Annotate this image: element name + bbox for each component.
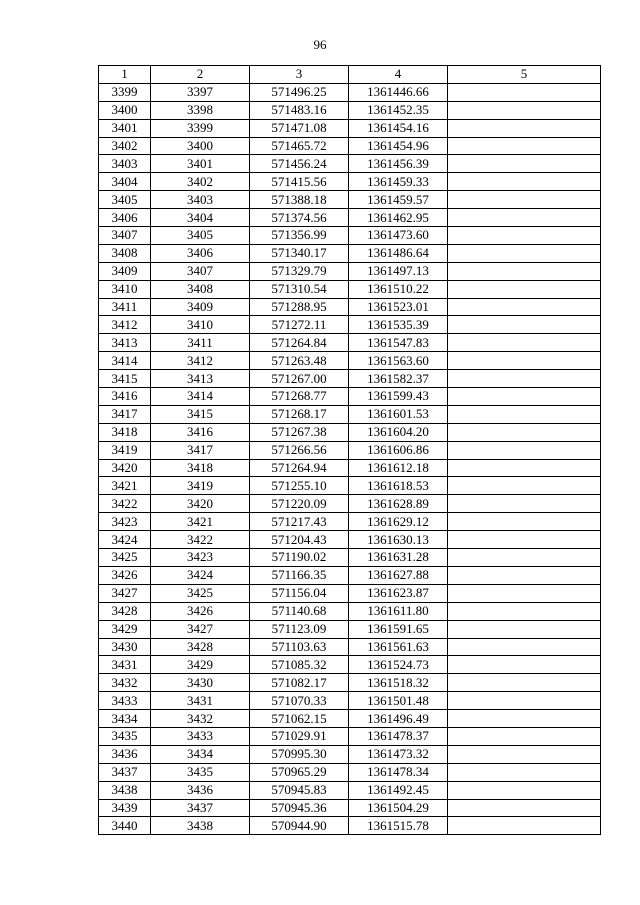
table-cell-col-1: 3427	[99, 584, 151, 602]
table-cell-col-5	[448, 280, 601, 298]
coordinates-table	[98, 65, 601, 835]
table-cell-col-2: 3422	[151, 531, 250, 549]
table-row	[99, 620, 601, 638]
table-cell-col-3: 571266.56	[250, 441, 349, 459]
table-cell-col-5	[448, 710, 601, 728]
table-cell-col-4: 1361631.28	[349, 549, 448, 567]
table-cell-col-2: 3432	[151, 710, 250, 728]
table-cell-col-1: 3413	[99, 334, 151, 352]
table-cell-col-2: 3399	[151, 119, 250, 137]
table-cell-col-1: 3430	[99, 638, 151, 656]
table-cell-col-5	[448, 405, 601, 423]
table-cell-col-5	[448, 531, 601, 549]
table-cell-col-5	[448, 799, 601, 817]
table-cell-col-4: 1361459.57	[349, 191, 448, 209]
table-cell-col-4: 1361563.60	[349, 352, 448, 370]
table-cell-col-2: 3433	[151, 727, 250, 745]
table-cell-col-3: 571166.35	[250, 566, 349, 584]
table-cell-col-1: 3402	[99, 137, 151, 155]
table-cell-col-5	[448, 566, 601, 584]
table-cell-col-3: 571388.18	[250, 191, 349, 209]
table-cell-col-1: 3440	[99, 817, 151, 835]
table-cell-col-1: 3437	[99, 763, 151, 781]
table-cell-col-3: 571217.43	[250, 513, 349, 531]
table-cell-col-1: 3409	[99, 262, 151, 280]
table-row	[99, 584, 601, 602]
table-cell-col-5	[448, 513, 601, 531]
table-cell-col-3: 571415.56	[250, 173, 349, 191]
table-cell-col-3: 571483.16	[250, 101, 349, 119]
table-cell-col-1: 3429	[99, 620, 151, 638]
table-cell-col-2: 3408	[151, 280, 250, 298]
table-row	[99, 298, 601, 316]
table-cell-col-4: 1361524.73	[349, 656, 448, 674]
table-cell-col-2: 3427	[151, 620, 250, 638]
table-cell-col-3: 571140.68	[250, 602, 349, 620]
table-cell-col-5	[448, 83, 601, 101]
table-cell-col-3: 571310.54	[250, 280, 349, 298]
table-cell-col-1: 3431	[99, 656, 151, 674]
table-cell-col-4: 1361497.13	[349, 262, 448, 280]
table-row	[99, 405, 601, 423]
table-cell-col-4: 1361629.12	[349, 513, 448, 531]
table-cell-col-3: 571085.32	[250, 656, 349, 674]
table-cell-col-2: 3420	[151, 495, 250, 513]
table-cell-col-5	[448, 692, 601, 710]
table-cell-col-3: 571190.02	[250, 549, 349, 567]
table-cell-col-2: 3425	[151, 584, 250, 602]
table-row	[99, 334, 601, 352]
table-row	[99, 316, 601, 334]
table-cell-col-3: 571070.33	[250, 692, 349, 710]
table-cell-col-3: 571267.00	[250, 370, 349, 388]
table-cell-col-4: 1361627.88	[349, 566, 448, 584]
table-cell-col-5	[448, 763, 601, 781]
table-cell-col-4: 1361523.01	[349, 298, 448, 316]
table-cell-col-3: 571465.72	[250, 137, 349, 155]
table-row	[99, 763, 601, 781]
table-row	[99, 799, 601, 817]
table-cell-col-2: 3411	[151, 334, 250, 352]
table-cell-col-5	[448, 227, 601, 245]
table-cell-col-3: 571329.79	[250, 262, 349, 280]
table-cell-col-5	[448, 137, 601, 155]
table-cell-col-1: 3400	[99, 101, 151, 119]
table-cell-col-4: 1361518.32	[349, 674, 448, 692]
table-cell-col-5	[448, 584, 601, 602]
table-cell-col-4: 1361591.65	[349, 620, 448, 638]
table-cell-col-5	[448, 638, 601, 656]
table-cell-col-1: 3428	[99, 602, 151, 620]
table-cell-col-3: 571255.10	[250, 477, 349, 495]
table-cell-col-4: 1361630.13	[349, 531, 448, 549]
table-cell-col-1: 3433	[99, 692, 151, 710]
table-cell-col-3: 570995.30	[250, 745, 349, 763]
table-cell-col-5	[448, 316, 601, 334]
table-row	[99, 101, 601, 119]
table-row	[99, 388, 601, 406]
table-cell-col-3: 571268.77	[250, 388, 349, 406]
table-cell-col-3: 571267.38	[250, 423, 349, 441]
table-row	[99, 262, 601, 280]
table-cell-col-4: 1361510.22	[349, 280, 448, 298]
table-cell-col-1: 3407	[99, 227, 151, 245]
table-cell-col-5	[448, 298, 601, 316]
table-cell-col-1: 3432	[99, 674, 151, 692]
table-cell-col-3: 571456.24	[250, 155, 349, 173]
table-row	[99, 745, 601, 763]
table-cell-col-5	[448, 244, 601, 262]
table-cell-col-2: 3424	[151, 566, 250, 584]
table-cell-col-2: 3417	[151, 441, 250, 459]
table-cell-col-3: 571123.09	[250, 620, 349, 638]
table-cell-col-3: 571471.08	[250, 119, 349, 137]
table-row	[99, 191, 601, 209]
table-cell-col-4: 1361504.29	[349, 799, 448, 817]
table-cell-col-4: 1361478.34	[349, 763, 448, 781]
table-cell-col-5	[448, 370, 601, 388]
table-cell-col-4: 1361496.49	[349, 710, 448, 728]
table-cell-col-4: 1361473.60	[349, 227, 448, 245]
table-cell-col-2: 3435	[151, 763, 250, 781]
table-cell-col-2: 3403	[151, 191, 250, 209]
table-cell-col-2: 3429	[151, 656, 250, 674]
table-cell-col-3: 571204.43	[250, 531, 349, 549]
table-cell-col-1: 3417	[99, 405, 151, 423]
page-number: 96	[313, 37, 327, 52]
column-header-3: 3	[250, 66, 349, 84]
table-cell-col-1: 3439	[99, 799, 151, 817]
table-cell-col-4: 1361611.80	[349, 602, 448, 620]
table-cell-col-2: 3418	[151, 459, 250, 477]
table-cell-col-3: 570965.29	[250, 763, 349, 781]
table-cell-col-5	[448, 620, 601, 638]
table-cell-col-4: 1361501.48	[349, 692, 448, 710]
table-cell-col-3: 571496.25	[250, 83, 349, 101]
table-cell-col-1: 3416	[99, 388, 151, 406]
table-row	[99, 137, 601, 155]
table-row	[99, 531, 601, 549]
table-row	[99, 781, 601, 799]
table-cell-col-2: 3421	[151, 513, 250, 531]
table-cell-col-4: 1361473.32	[349, 745, 448, 763]
table-row	[99, 495, 601, 513]
table-cell-col-2: 3438	[151, 817, 250, 835]
table-cell-col-5	[448, 388, 601, 406]
table-cell-col-5	[448, 209, 601, 227]
table-cell-col-1: 3418	[99, 423, 151, 441]
table-header	[99, 66, 601, 84]
table-cell-col-5	[448, 602, 601, 620]
table-row	[99, 280, 601, 298]
column-header-2: 2	[151, 66, 250, 84]
table-cell-col-3: 571156.04	[250, 584, 349, 602]
table-cell-col-2: 3397	[151, 83, 250, 101]
table-cell-col-4: 1361623.87	[349, 584, 448, 602]
table-cell-col-1: 3414	[99, 352, 151, 370]
table-cell-col-3: 571263.48	[250, 352, 349, 370]
table-row	[99, 441, 601, 459]
table-cell-col-3: 571220.09	[250, 495, 349, 513]
table-row	[99, 602, 601, 620]
table-cell-col-5	[448, 191, 601, 209]
table-row	[99, 459, 601, 477]
table-cell-col-3: 571340.17	[250, 244, 349, 262]
table-cell-col-2: 3426	[151, 602, 250, 620]
table-cell-col-4: 1361486.64	[349, 244, 448, 262]
table-cell-col-4: 1361454.16	[349, 119, 448, 137]
table-cell-col-2: 3413	[151, 370, 250, 388]
table-cell-col-5	[448, 423, 601, 441]
table-cell-col-3: 571264.94	[250, 459, 349, 477]
table-row	[99, 817, 601, 835]
table-cell-col-5	[448, 262, 601, 280]
table-cell-col-5	[448, 101, 601, 119]
table-cell-col-5	[448, 352, 601, 370]
table-cell-col-2: 3414	[151, 388, 250, 406]
table-cell-col-1: 3412	[99, 316, 151, 334]
table-cell-col-1: 3419	[99, 441, 151, 459]
table-cell-col-1: 3421	[99, 477, 151, 495]
table-cell-col-3: 571288.95	[250, 298, 349, 316]
table-cell-col-2: 3406	[151, 244, 250, 262]
table-cell-col-2: 3398	[151, 101, 250, 119]
table-row	[99, 83, 601, 101]
table-cell-col-4: 1361547.83	[349, 334, 448, 352]
table-row	[99, 656, 601, 674]
table-cell-col-1: 3436	[99, 745, 151, 763]
table-cell-col-3: 570944.90	[250, 817, 349, 835]
table-row	[99, 549, 601, 567]
table-cell-col-1: 3399	[99, 83, 151, 101]
table-cell-col-4: 1361628.89	[349, 495, 448, 513]
table-row	[99, 119, 601, 137]
table-cell-col-1: 3404	[99, 173, 151, 191]
table-row	[99, 674, 601, 692]
table-row	[99, 513, 601, 531]
table-cell-col-3: 571264.84	[250, 334, 349, 352]
table-cell-col-4: 1361535.39	[349, 316, 448, 334]
table-cell-col-2: 3412	[151, 352, 250, 370]
table-cell-col-4: 1361452.35	[349, 101, 448, 119]
table-cell-col-2: 3415	[151, 405, 250, 423]
table-cell-col-5	[448, 459, 601, 477]
table-cell-col-3: 571029.91	[250, 727, 349, 745]
table-cell-col-2: 3428	[151, 638, 250, 656]
table-row	[99, 566, 601, 584]
table-cell-col-5	[448, 656, 601, 674]
table-cell-col-5	[448, 549, 601, 567]
table-row	[99, 370, 601, 388]
table-cell-col-1: 3405	[99, 191, 151, 209]
table-cell-col-1: 3403	[99, 155, 151, 173]
table-cell-col-2: 3405	[151, 227, 250, 245]
table-row	[99, 155, 601, 173]
table-cell-col-3: 571374.56	[250, 209, 349, 227]
table-row	[99, 173, 601, 191]
table-cell-col-5	[448, 173, 601, 191]
table-cell-col-5	[448, 477, 601, 495]
table-cell-col-4: 1361459.33	[349, 173, 448, 191]
table-cell-col-1: 3424	[99, 531, 151, 549]
table-cell-col-1: 3415	[99, 370, 151, 388]
table-cell-col-2: 3431	[151, 692, 250, 710]
table-row	[99, 710, 601, 728]
table-cell-col-2: 3400	[151, 137, 250, 155]
header-row	[99, 66, 601, 84]
table-cell-col-3: 571268.17	[250, 405, 349, 423]
table-cell-col-3: 571082.17	[250, 674, 349, 692]
table-cell-col-5	[448, 155, 601, 173]
table-row	[99, 352, 601, 370]
table-row	[99, 244, 601, 262]
table-cell-col-4: 1361462.95	[349, 209, 448, 227]
table-cell-col-1: 3401	[99, 119, 151, 137]
table-cell-col-3: 570945.36	[250, 799, 349, 817]
table-cell-col-1: 3410	[99, 280, 151, 298]
table-cell-col-4: 1361601.53	[349, 405, 448, 423]
table-cell-col-5	[448, 727, 601, 745]
table-row	[99, 423, 601, 441]
table-cell-col-1: 3422	[99, 495, 151, 513]
table-cell-col-1: 3434	[99, 710, 151, 728]
table-body	[99, 83, 601, 834]
table-cell-col-2: 3434	[151, 745, 250, 763]
table-row	[99, 477, 601, 495]
table-cell-col-5	[448, 817, 601, 835]
table-cell-col-2: 3410	[151, 316, 250, 334]
table-cell-col-2: 3404	[151, 209, 250, 227]
table-cell-col-1: 3420	[99, 459, 151, 477]
table-row	[99, 227, 601, 245]
table-cell-col-3: 571272.11	[250, 316, 349, 334]
column-header-1: 1	[99, 66, 151, 84]
table-cell-col-1: 3435	[99, 727, 151, 745]
column-header-5: 5	[448, 66, 601, 84]
table-cell-col-2: 3423	[151, 549, 250, 567]
table-row	[99, 209, 601, 227]
table-cell-col-4: 1361606.86	[349, 441, 448, 459]
table-cell-col-3: 571356.99	[250, 227, 349, 245]
table-cell-col-2: 3409	[151, 298, 250, 316]
table-cell-col-5	[448, 441, 601, 459]
table-cell-col-5	[448, 334, 601, 352]
table-cell-col-5	[448, 781, 601, 799]
table-row	[99, 692, 601, 710]
column-header-4: 4	[349, 66, 448, 84]
table-cell-col-5	[448, 674, 601, 692]
table-row	[99, 638, 601, 656]
table-cell-col-2: 3407	[151, 262, 250, 280]
table-cell-col-5	[448, 745, 601, 763]
table-cell-col-2: 3416	[151, 423, 250, 441]
table-cell-col-3: 570945.83	[250, 781, 349, 799]
table-cell-col-1: 3408	[99, 244, 151, 262]
table-row	[99, 727, 601, 745]
table-cell-col-4: 1361446.66	[349, 83, 448, 101]
table-cell-col-4: 1361561.63	[349, 638, 448, 656]
table-cell-col-1: 3406	[99, 209, 151, 227]
table-cell-col-5	[448, 495, 601, 513]
table-cell-col-1: 3438	[99, 781, 151, 799]
table-cell-col-4: 1361599.43	[349, 388, 448, 406]
table-cell-col-2: 3401	[151, 155, 250, 173]
table-cell-col-2: 3419	[151, 477, 250, 495]
table-cell-col-4: 1361478.37	[349, 727, 448, 745]
table-cell-col-2: 3436	[151, 781, 250, 799]
table-cell-col-4: 1361456.39	[349, 155, 448, 173]
table-cell-col-5	[448, 119, 601, 137]
table-cell-col-4: 1361454.96	[349, 137, 448, 155]
table-cell-col-4: 1361604.20	[349, 423, 448, 441]
table-cell-col-4: 1361582.37	[349, 370, 448, 388]
table-cell-col-1: 3423	[99, 513, 151, 531]
table-cell-col-4: 1361618.53	[349, 477, 448, 495]
table-cell-col-3: 571062.15	[250, 710, 349, 728]
table-cell-col-1: 3425	[99, 549, 151, 567]
table-cell-col-1: 3411	[99, 298, 151, 316]
table-cell-col-1: 3426	[99, 566, 151, 584]
table-cell-col-2: 3437	[151, 799, 250, 817]
table-cell-col-4: 1361515.78	[349, 817, 448, 835]
table-cell-col-3: 571103.63	[250, 638, 349, 656]
table-cell-col-2: 3430	[151, 674, 250, 692]
table-cell-col-2: 3402	[151, 173, 250, 191]
table-cell-col-4: 1361612.18	[349, 459, 448, 477]
table-cell-col-4: 1361492.45	[349, 781, 448, 799]
